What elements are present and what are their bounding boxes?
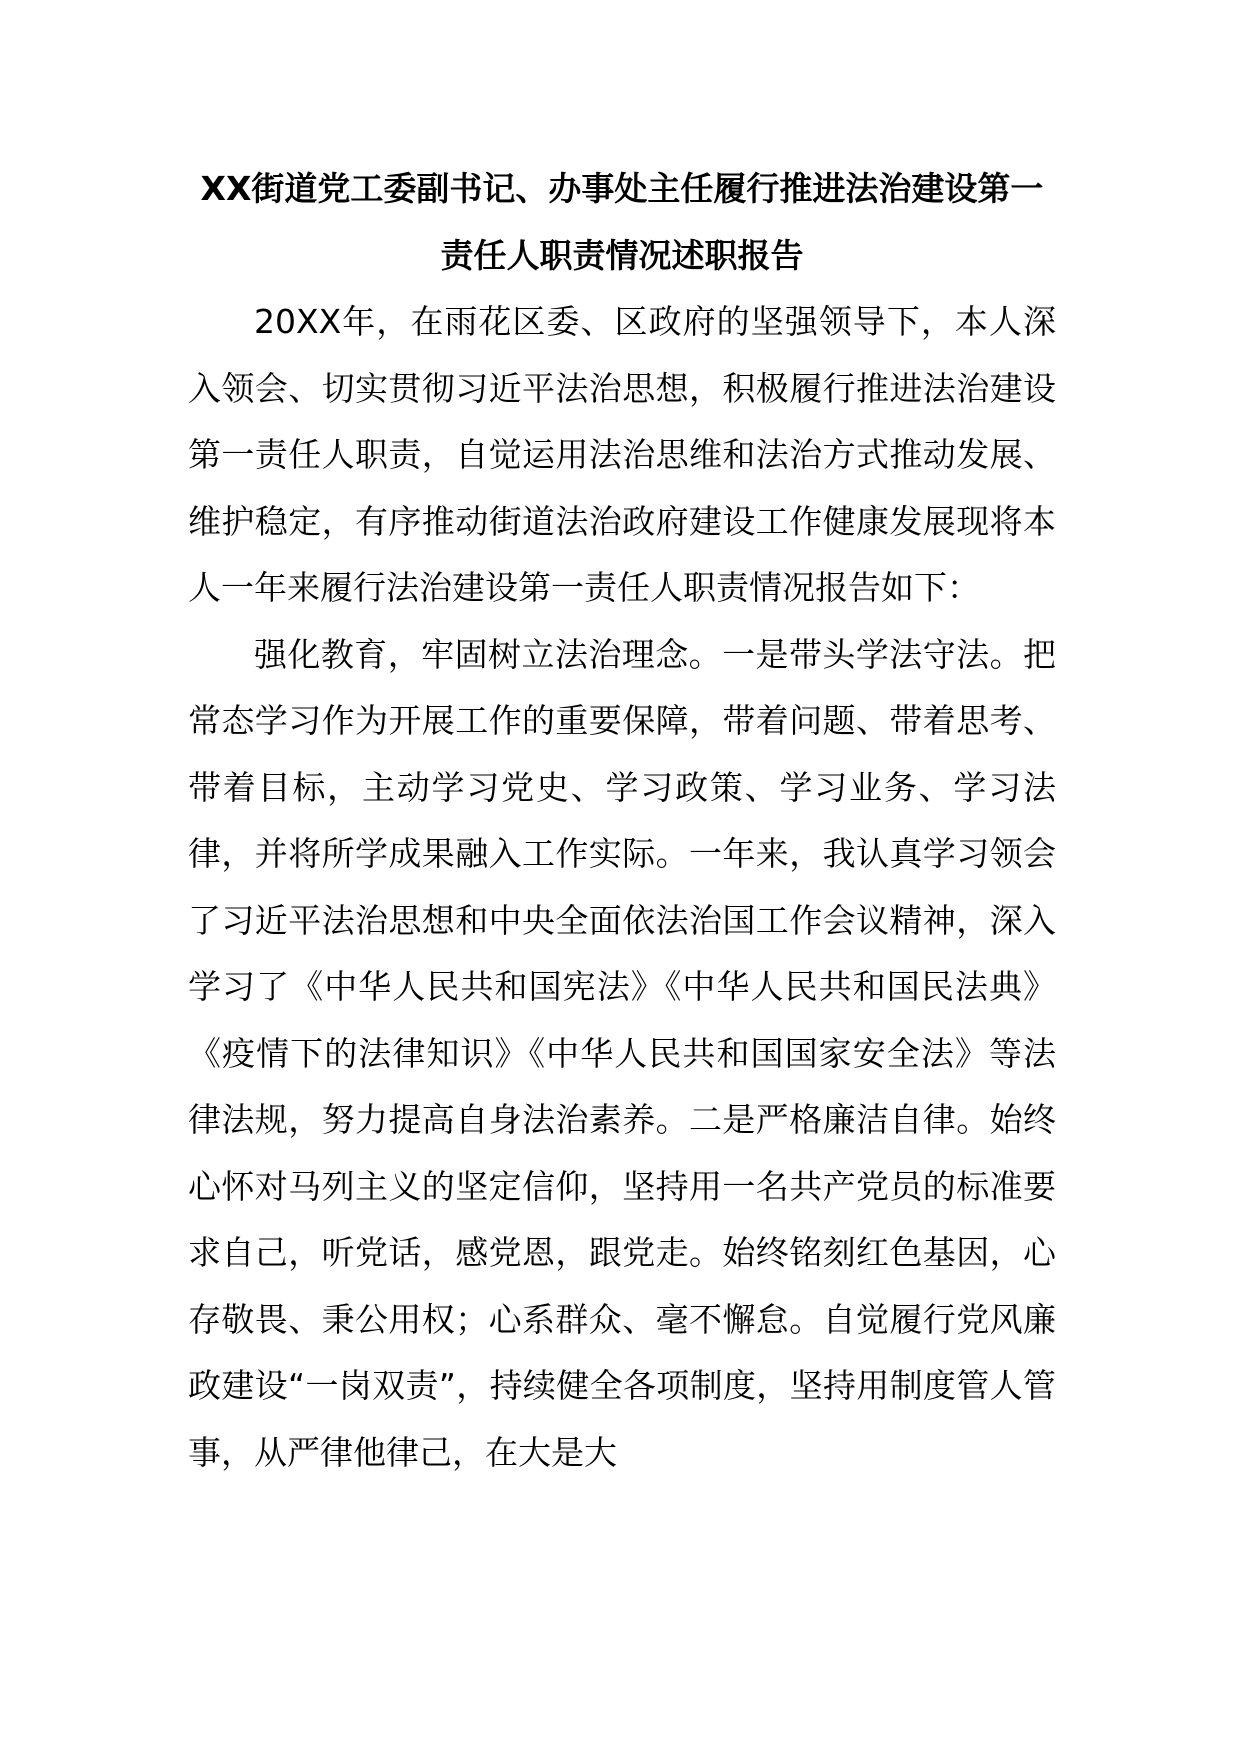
document-title: XX街道党工委副书记、办事处主任履行推进法治建设第一责任人职责情况述职报告 [200, 169, 1044, 275]
paragraph-intro: 20XX年，在雨花区委、区政府的坚强领导下，本人深入领会、切实贯彻习近平法治思想，积极履行推进法治建设第一责任人职责，自觉运用法治思维和法治方式推动发展、维护稳定，有序推动街道法治政府建设工作健康发展现将本人一年来履行法治建设第一责任人职责情况报告如下： [188, 302, 1056, 607]
document-body [188, 155, 1056, 1486]
paragraph-education: 强化教育，牢固树立法治理念。一是带头学法守法。把常态学习作为开展工作的重要保障，带着问题、带着思考、带着目标，主动学习党史、学习政策、学习业务、学习法律，并将所学成果融入工作实际。一年来，我认真学习领会了习近平法治思想和中央全面依法治国工作会议精神，深入学习了《中华人民共和国宪法》《中华人民共和国民法典》《疫情下的法律知识》《中华人民共和国国家安全法》等法律法规，努力提高自身法治素养。二是严格廉洁自律。始终心怀对马列主义的坚定信仰，坚持用一名共产党员的标准要求自己，听党话，感党恩，跟党走。始终铭刻红色基因，心存敬畏、秉公用权；心系群众、毫不懈怠。自觉履行党风廉政建设“一岗双责”，持续健全各项制度，坚持用制度管人管事，从严律他律己，在大是大 [188, 634, 1056, 1472]
